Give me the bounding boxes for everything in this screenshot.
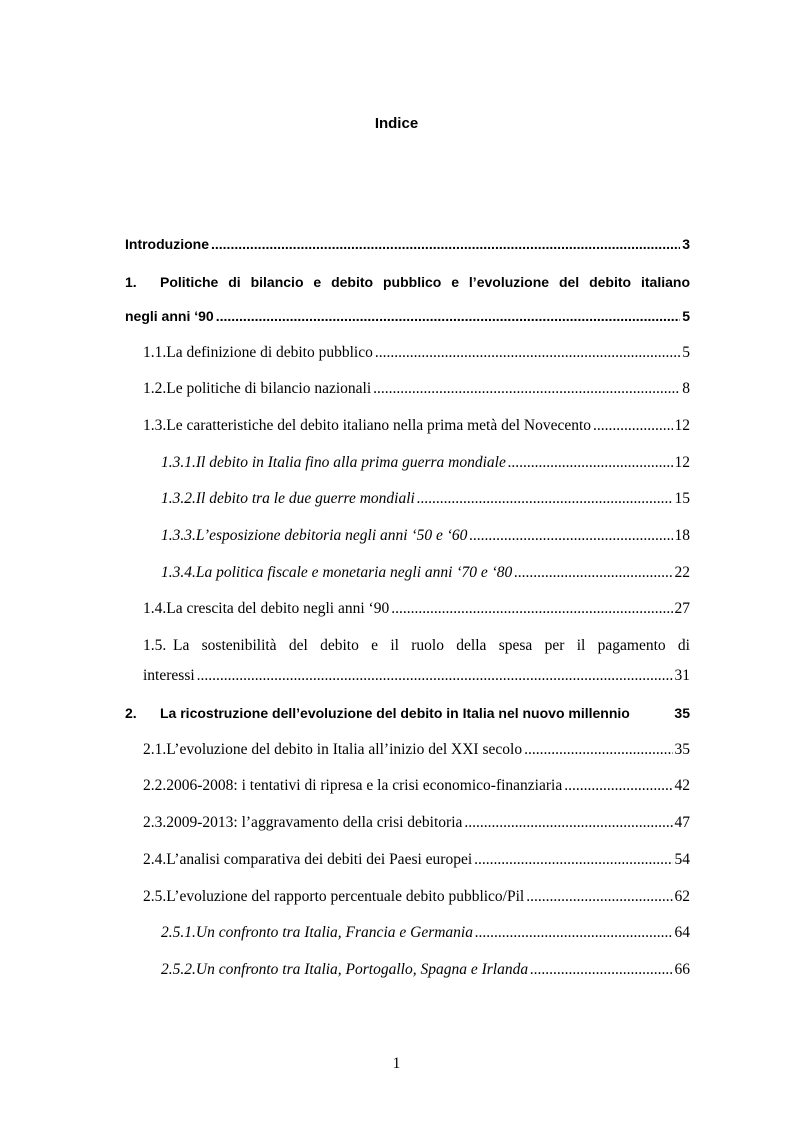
toc-entry-title: 2006-2008: i tentativi di ripresa e la crisi economico-finanziaria xyxy=(166,777,563,794)
toc-entry-introduzione[interactable] xyxy=(125,236,690,258)
toc-entry-title: La definizione di debito pubblico xyxy=(166,344,373,361)
toc-entry-title: Introduzione xyxy=(125,236,209,252)
toc-entry-number: 2.5.2. xyxy=(161,961,196,978)
toc-entry-page: 66 xyxy=(674,961,690,978)
toc-dot-leader xyxy=(417,490,673,508)
toc-entry-page: 35 xyxy=(674,705,690,721)
toc-entry-page: 12 xyxy=(674,417,690,434)
toc-dot-leader xyxy=(526,888,672,906)
toc-entry-title: negli anni ‘90 xyxy=(125,308,214,324)
toc-entry-title: Politiche di bilancio e debito pubblico e l’evoluzione del debito italiano xyxy=(160,274,690,290)
page-number: 1 xyxy=(392,1055,401,1072)
toc-entry-number: 1. xyxy=(125,274,137,290)
toc-entry-1-3-4[interactable] xyxy=(161,564,690,586)
toc-entry-page: 15 xyxy=(674,490,690,507)
toc-entry-page: 35 xyxy=(674,741,690,758)
toc-entry-title: Le caratteristiche del debito italiano nella prima metà del Novecento xyxy=(166,417,592,434)
toc-entry-page: 64 xyxy=(674,924,690,941)
toc-entry-2-3[interactable] xyxy=(143,814,690,836)
toc-entry-title: L’evoluzione del rapporto percentuale debito pubblico/Pil xyxy=(166,888,525,905)
toc-entry-2-5[interactable] xyxy=(143,888,690,910)
toc-dot-leader xyxy=(508,454,673,472)
toc-entry-title: Le politiche di bilancio nazionali xyxy=(166,380,372,397)
toc-entry-1-3-3[interactable] xyxy=(161,527,690,549)
toc-entry-title: L’analisi comparativa dei debiti dei Paesi europei xyxy=(166,851,473,868)
toc-dot-leader xyxy=(211,236,680,252)
toc-entry-page: 31 xyxy=(674,667,690,684)
toc-entry-number: 1.2. xyxy=(143,380,167,397)
toc-entry-title: La ricostruzione dell’evoluzione del debito in Italia nel nuovo millennio xyxy=(160,705,630,721)
toc-entry-1-4[interactable] xyxy=(143,600,690,622)
toc-dot-leader xyxy=(474,851,672,869)
toc-entry-page: 3 xyxy=(682,236,690,252)
index-heading: Indice xyxy=(374,115,419,132)
toc-entry-2-1[interactable] xyxy=(143,741,690,763)
toc-entry-2-5-2[interactable] xyxy=(161,961,690,983)
toc-entry-1-5-cont[interactable] xyxy=(143,667,690,689)
toc-entry-title: Un confronto tra Italia, Portogallo, Spagna e Irlanda xyxy=(195,961,529,978)
toc-entry-number: 1.3.2. xyxy=(161,490,196,507)
toc-entry-title: La crescita del debito negli anni ‘90 xyxy=(166,600,390,617)
toc-entry-title: 2009-2013: l’aggravamento della crisi debitoria xyxy=(166,814,463,831)
toc-dot-leader xyxy=(464,814,672,832)
toc-dot-leader xyxy=(530,961,672,979)
toc-entry-number: 1.3.1. xyxy=(161,454,196,471)
toc-entry-chapter-1-cont[interactable] xyxy=(125,308,690,330)
toc-entry-page: 5 xyxy=(682,344,690,361)
toc-entry-number: 2.4. xyxy=(143,851,167,868)
toc-entry-page: 42 xyxy=(674,777,690,794)
toc-dot-leader xyxy=(216,308,681,324)
toc-entry-title: L’evoluzione del debito in Italia all’inizio del XXI secolo xyxy=(166,741,523,758)
toc-entry-number: 2.5.1. xyxy=(161,924,196,941)
toc-entry-page: 54 xyxy=(674,851,690,868)
toc-entry-title: L’esposizione debitoria negli anni ‘50 e ‘60 xyxy=(195,527,468,544)
toc-entry-number: 1.3. xyxy=(143,417,167,434)
toc-dot-leader xyxy=(475,924,673,942)
toc-dot-leader xyxy=(514,564,672,582)
toc-entry-number: 2.2. xyxy=(143,777,167,794)
toc-entry-page: 62 xyxy=(674,888,690,905)
toc-entry-number: 1.3.3. xyxy=(161,527,196,544)
toc-entry-page: 18 xyxy=(674,527,690,544)
toc-entry-title: Il debito in Italia fino alla prima guerra mondiale xyxy=(195,454,506,471)
toc-dot-leader xyxy=(564,777,672,795)
toc-entry-number: 1.1. xyxy=(143,344,167,361)
toc-entry-number: 2. xyxy=(125,705,137,721)
toc-dot-leader xyxy=(524,741,672,759)
toc-entry-number: 2.5. xyxy=(143,888,167,905)
toc-entry-1-3-2[interactable] xyxy=(161,490,690,512)
toc-entry-title: La politica fiscale e monetaria negli anni ‘70 e ‘80 xyxy=(195,564,513,581)
toc-entry-number: 2.3. xyxy=(143,814,167,831)
toc-entry-chapter-2[interactable] xyxy=(125,705,690,727)
toc-entry-number: 2.1. xyxy=(143,741,167,758)
toc-entry-title: La sostenibilità del debito e il ruolo della spesa per il pagamento di xyxy=(173,637,690,654)
toc-entry-1-3[interactable] xyxy=(143,417,690,439)
toc-entry-page: 5 xyxy=(682,308,690,324)
toc-dot-leader xyxy=(373,380,680,398)
toc-entry-1-1[interactable] xyxy=(143,344,690,366)
toc-entry-title: Il debito tra le due guerre mondiali xyxy=(195,490,415,507)
toc-entry-title: interessi xyxy=(143,667,195,684)
toc-entry-1-5[interactable] xyxy=(143,637,690,659)
toc-dot-leader xyxy=(469,527,672,545)
toc-entry-2-5-1[interactable] xyxy=(161,924,690,946)
toc-entry-1-2[interactable] xyxy=(143,380,690,402)
toc-entry-2-4[interactable] xyxy=(143,851,690,873)
toc-entry-page: 12 xyxy=(674,454,690,471)
toc-dot-leader xyxy=(197,667,673,685)
toc-entry-page: 47 xyxy=(674,814,690,831)
toc-entry-title: Un confronto tra Italia, Francia e Germania xyxy=(195,924,473,941)
toc-dot-leader xyxy=(391,600,672,618)
toc-entry-page: 22 xyxy=(674,564,690,581)
toc-entry-1-3-1[interactable] xyxy=(161,454,690,476)
toc-entry-page: 27 xyxy=(674,600,690,617)
toc-dot-leader xyxy=(375,344,680,362)
toc-entry-page: 8 xyxy=(682,380,690,397)
toc-entry-chapter-1[interactable] xyxy=(125,274,690,296)
toc-entry-number: 1.3.4. xyxy=(161,564,196,581)
toc-entry-2-2[interactable] xyxy=(143,777,690,799)
toc-dot-leader xyxy=(593,417,672,435)
toc-entry-number: 1.4. xyxy=(143,600,167,617)
toc-entry-number: 1.5. xyxy=(143,637,167,654)
